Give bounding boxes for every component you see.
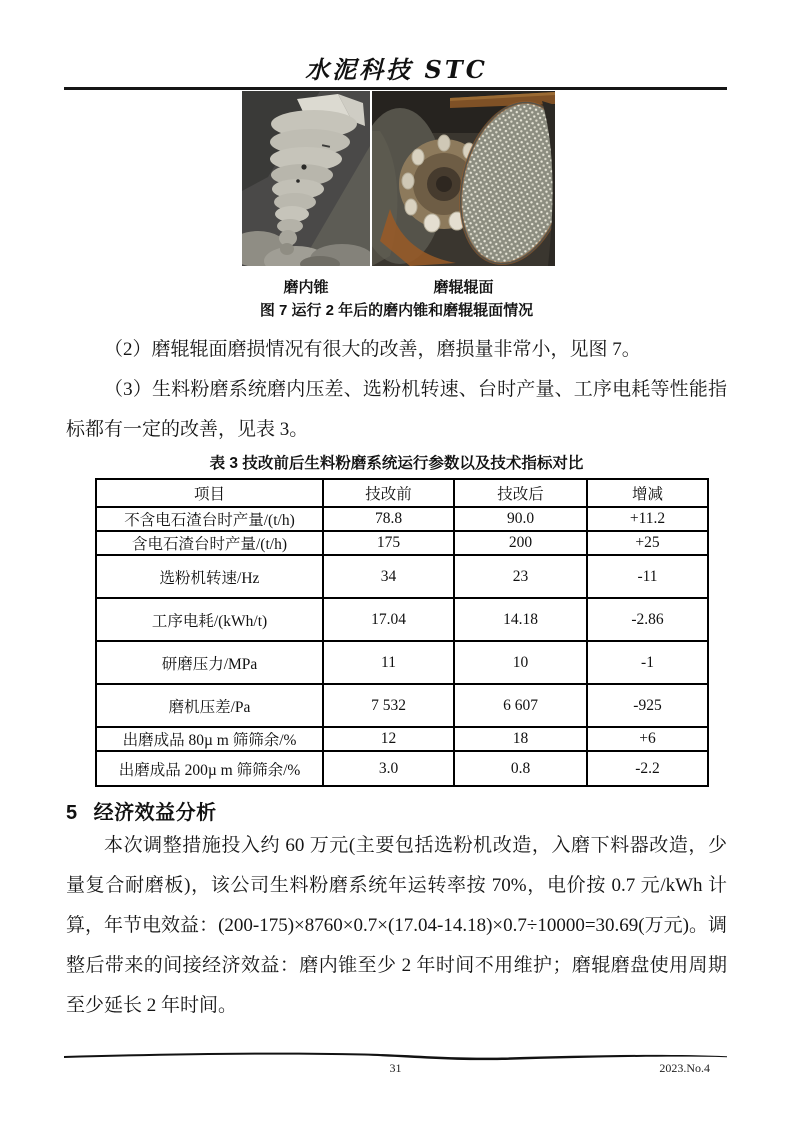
cell-delta: +6	[587, 727, 708, 751]
footer-issue-number: 2023.No.4	[659, 1061, 710, 1075]
photo-roller-surface	[372, 91, 555, 266]
journal-title: 水泥科技 STC	[305, 55, 488, 84]
cell-item: 工序电耗/(kWh/t)	[96, 598, 323, 641]
section-title: 经济效益分析	[93, 802, 217, 824]
section-5-heading	[66, 796, 217, 825]
section-5-body: 本次调整措施投入约 60 万元(主要包括选粉机改造，入磨下料器改造，少量复合耐磨板)，该公司生料粉磨系统年运转率按 70%，电价按 0.7 元/kWh 计算，年节电效益：(200-175)×8760×0.7×(17.04-14.18)×0.7÷10000=30.69(万元)。调整后带来的间接经济效益：磨内锥至少 2 年时间不用维护；磨辊磨盘使用周期至少延长 2 年时间。	[66, 835, 727, 1016]
col-header-item: 项目	[96, 479, 323, 507]
cell-item: 磨机压差/Pa	[96, 684, 323, 727]
table-header-row	[96, 479, 708, 507]
photo-mill-inner-cone	[242, 91, 370, 266]
cell-item: 出磨成品 80µ m 筛筛余/%	[96, 727, 323, 751]
cell-after: 14.18	[454, 598, 587, 641]
cell-before: 175	[323, 531, 454, 555]
table-row	[96, 727, 708, 751]
cell-delta: -2.2	[587, 751, 708, 786]
cell-item: 出磨成品 200µ m 筛筛余/%	[96, 751, 323, 786]
table-row	[96, 751, 708, 786]
cell-item: 含电石渣台时产量/(t/h)	[96, 531, 323, 555]
table-row	[96, 507, 708, 531]
cell-after: 23	[454, 555, 587, 598]
cell-after: 0.8	[454, 751, 587, 786]
cell-after: 200	[454, 531, 587, 555]
col-header-before: 技改前	[323, 479, 454, 507]
cell-item: 选粉机转速/Hz	[96, 555, 323, 598]
cell-delta: -1	[587, 641, 708, 684]
col-header-delta: 增减	[587, 479, 708, 507]
cell-delta: +25	[587, 531, 708, 555]
table-row	[96, 641, 708, 684]
cell-before: 11	[323, 641, 454, 684]
table-row	[96, 555, 708, 598]
cell-delta: -2.86	[587, 598, 708, 641]
header-rule	[64, 87, 727, 90]
cell-before: 12	[323, 727, 454, 751]
cell-before: 78.8	[323, 507, 454, 531]
table3-title: 表 3 技改前后生料粉磨系统运行参数以及技术指标对比	[209, 455, 584, 472]
cell-before: 3.0	[323, 751, 454, 786]
col-header-after: 技改后	[454, 479, 587, 507]
cell-delta: +11.2	[587, 507, 708, 531]
cell-item: 研磨压力/MPa	[96, 641, 323, 684]
paragraph-2: （2）磨辊辊面磨损情况有很大的改善，磨损量非常小，见图 7。	[104, 339, 641, 360]
section-number: 5	[66, 802, 78, 824]
table-row	[96, 684, 708, 727]
table-row	[96, 531, 708, 555]
cell-after: 10	[454, 641, 587, 684]
cell-delta: -11	[587, 555, 708, 598]
cell-after: 18	[454, 727, 587, 751]
cell-before: 34	[323, 555, 454, 598]
cell-before: 7 532	[323, 684, 454, 727]
table-row	[96, 598, 708, 641]
cell-after: 90.0	[454, 507, 587, 531]
table3	[95, 478, 709, 787]
photo-labels	[0, 276, 793, 296]
cell-before: 17.04	[323, 598, 454, 641]
photo-label-inner-cone: 磨内锥	[283, 279, 329, 296]
figure7-caption: 图 7 运行 2 年后的磨内锥和磨辊辊面情况	[259, 302, 534, 319]
paragraph-3: （3）生料粉磨系统磨内压差、选粉机转速、台时产量、工序电耗等性能指标都有一定的改善，见表 3。	[66, 379, 727, 440]
cell-after: 6 607	[454, 684, 587, 727]
cell-item: 不含电石渣台时产量/(t/h)	[96, 507, 323, 531]
cell-delta: -925	[587, 684, 708, 727]
footer-page-number: 31	[389, 1061, 402, 1075]
photo-label-roller-surface: 磨辊辊面	[433, 279, 494, 296]
